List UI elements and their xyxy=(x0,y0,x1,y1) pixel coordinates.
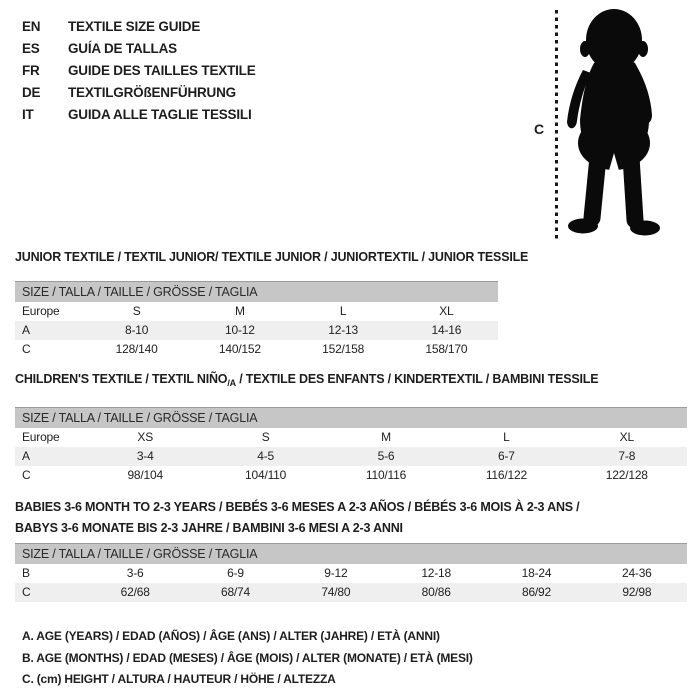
size-cell: 158/170 xyxy=(425,342,468,356)
size-cell: 18-24 xyxy=(521,566,552,580)
size-header-bar: SIZE / TALLA / TAILLE / GRÖSSE / TAGLIA xyxy=(15,543,687,564)
language-label: GUIDA ALLE TAGLIE TESSILI xyxy=(68,107,252,122)
table-row-height xyxy=(15,340,498,359)
row-label: B xyxy=(22,566,30,580)
size-cell: M xyxy=(381,430,391,444)
size-cell: 68/74 xyxy=(220,585,250,599)
language-code: IT xyxy=(22,107,34,122)
babies-textile-table xyxy=(15,497,687,602)
size-cell: S xyxy=(261,430,270,444)
size-cell: L xyxy=(503,430,510,444)
size-cell: 80/86 xyxy=(421,585,451,599)
size-cell: 12-13 xyxy=(328,323,358,337)
size-cell: 62/68 xyxy=(120,585,150,599)
language-label: TEXTILE SIZE GUIDE xyxy=(68,19,201,34)
table-title: JUNIOR TEXTILE / TEXTIL JUNIOR/ TEXTILE JUNIOR / JUNIORTEXTIL / JUNIOR TESSILE xyxy=(15,250,529,264)
size-cell: 6-9 xyxy=(227,566,244,580)
table-title xyxy=(15,372,687,390)
size-cell: 74/80 xyxy=(321,585,351,599)
size-cell: 14-16 xyxy=(431,323,462,337)
size-cell: 3-4 xyxy=(136,449,154,463)
size-cell: 98/104 xyxy=(127,468,163,482)
language-code: DE xyxy=(22,85,41,100)
language-label: GUIDE DES TAILLES TEXTILE xyxy=(68,63,256,78)
table-row-age xyxy=(15,321,498,340)
size-cell: 122/128 xyxy=(605,468,648,482)
row-label: C xyxy=(22,585,31,599)
height-figure xyxy=(0,0,700,250)
title-line-2: BABYS 3-6 MONATE BIS 2-3 JAHRE / BAMBINI 3-6 MESI A 2-3 ANNI xyxy=(15,521,403,535)
size-header-bar: SIZE / TALLA / TAILLE / GRÖSSE / TAGLIA xyxy=(15,407,687,428)
size-cell: 7-8 xyxy=(618,449,636,463)
row-label: A xyxy=(22,449,30,463)
table-row-age xyxy=(15,447,687,466)
size-cell: 116/122 xyxy=(485,468,527,482)
size-cell: M xyxy=(234,304,245,318)
row-label: Europe xyxy=(22,304,60,318)
table-row-europe xyxy=(15,428,687,447)
title-subscript: /A xyxy=(227,378,236,388)
size-cell: 8-10 xyxy=(125,323,149,337)
size-cell: 152/158 xyxy=(322,342,365,356)
table-row-height xyxy=(15,583,687,602)
size-cell: 3-6 xyxy=(126,566,144,580)
size-cell: 4-5 xyxy=(257,449,274,463)
size-cell: 24-36 xyxy=(621,566,652,580)
language-code: ES xyxy=(22,41,40,56)
language-code: EN xyxy=(22,19,41,34)
row-label: C xyxy=(22,342,31,356)
junior-textile-table xyxy=(15,250,529,359)
title-part: / TEXTILE DES ENFANTS / KINDERTEXTIL / BAMBINI TESSILE xyxy=(235,372,599,386)
size-cell: XL xyxy=(619,430,634,444)
title-line-1: BABIES 3-6 MONTH TO 2-3 YEARS / BEBÉS 3-6 MESES A 2-3 AÑOS / BÉBÉS 3-6 MOIS À 2-3 ANS / xyxy=(15,500,580,514)
size-cell: 128/140 xyxy=(115,342,158,356)
size-cell: XL xyxy=(439,304,454,318)
size-cell: 10-12 xyxy=(225,323,255,337)
row-label: A xyxy=(22,323,30,337)
table-row-height xyxy=(15,466,687,485)
size-cell: 9-12 xyxy=(324,566,348,580)
size-cell: 5-6 xyxy=(377,449,395,463)
size-cell: 86/92 xyxy=(521,585,551,599)
size-cell: 110/116 xyxy=(365,468,407,482)
childrens-textile-table xyxy=(15,372,687,485)
title-part: CHILDREN'S TEXTILE / TEXTIL NIÑO xyxy=(15,372,228,386)
table-row-months xyxy=(15,564,687,583)
footnote-a: A. AGE (YEARS) / EDAD (AÑOS) / ÂGE (ANS) / ALTER (JAHRE) / ETÀ (ANNI) xyxy=(22,629,440,643)
footnote-c: C. (cm) HEIGHT / ALTURA / HAUTEUR / HÖHE / ALTEZZA xyxy=(22,672,336,686)
size-cell: 92/98 xyxy=(622,585,652,599)
language-label: GUÍA DE TALLAS xyxy=(68,41,177,56)
height-c-label: C xyxy=(534,121,544,137)
size-cell: 12-18 xyxy=(421,566,452,580)
size-cell: XS xyxy=(137,430,153,444)
row-label: C xyxy=(22,468,31,482)
baby-silhouette-icon xyxy=(542,5,692,240)
footnote-legend xyxy=(22,626,473,691)
size-cell: 6-7 xyxy=(498,449,515,463)
footnote-b: B. AGE (MONTHS) / EDAD (MESES) / ÂGE (MOIS) / ALTER (MONATE) / ETÀ (MESI) xyxy=(22,650,473,665)
size-cell: S xyxy=(132,304,141,318)
table-row-europe xyxy=(15,302,498,321)
row-label: Europe xyxy=(22,430,60,444)
size-cell: 104/110 xyxy=(245,468,287,482)
size-cell: L xyxy=(339,304,347,318)
size-header-bar: SIZE / TALLA / TAILLE / GRÖSSE / TAGLIA xyxy=(15,281,498,302)
size-cell: 140/152 xyxy=(218,342,261,356)
table-title xyxy=(15,497,687,539)
language-label: TEXTILGRÖßENFÜHRUNG xyxy=(68,85,236,100)
language-code: FR xyxy=(22,63,40,78)
